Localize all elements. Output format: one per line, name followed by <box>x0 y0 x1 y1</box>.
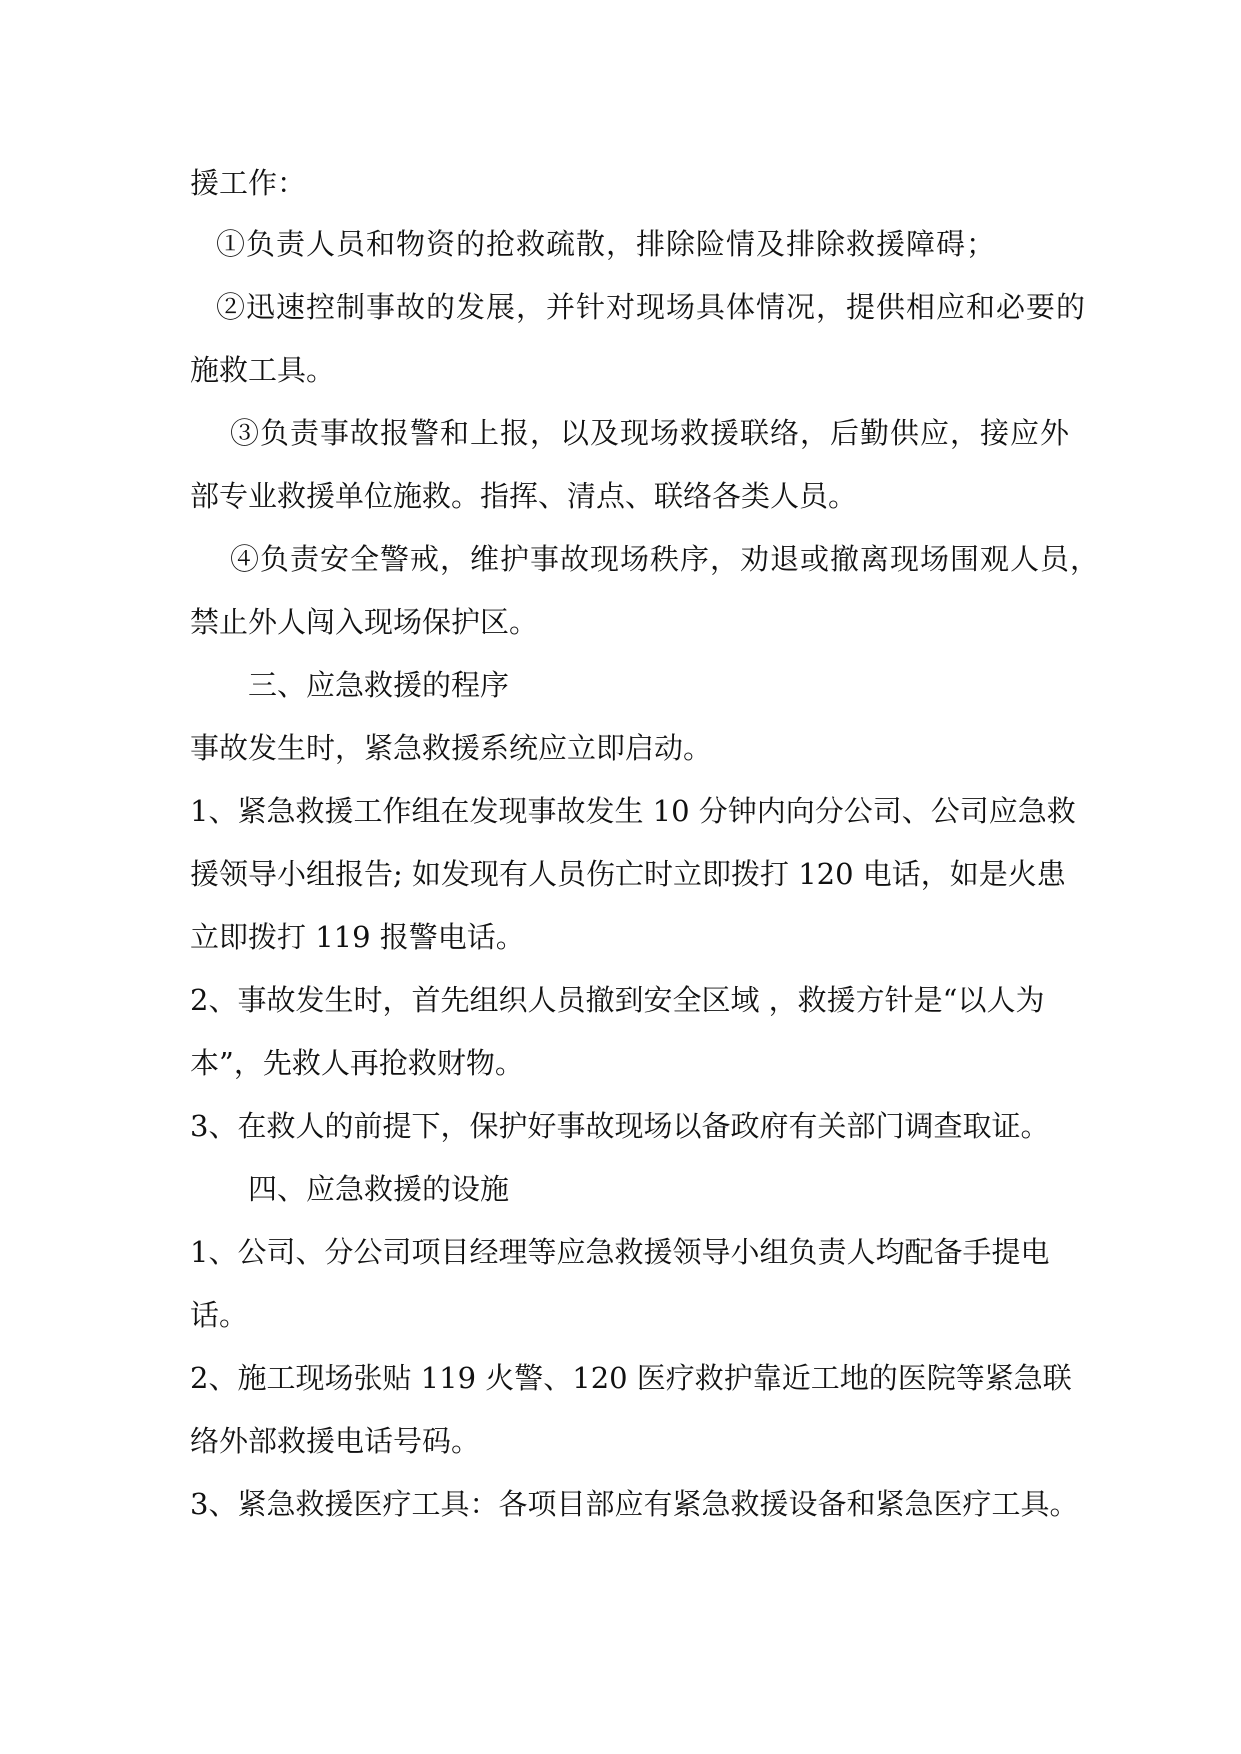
text-line: 援领导小组报告; 如发现有人员伤亡时立即拨打 120 电话，如是火患 <box>190 857 1066 891</box>
text-line: 2、事故发生时，首先组织人员撤到安全区域 ，救援方针是“以人为 <box>190 983 1045 1017</box>
text-line: 禁止外人闯入现场保护区。 <box>190 605 539 639</box>
text-line: ④负责安全警戒，维护事故现场秩序，劝退或撤离现场围观人员， <box>230 542 1101 576</box>
text-line: 3、在救人的前提下，保护好事故现场以备政府有关部门调查取证。 <box>190 1109 1050 1143</box>
text-line: 1、紧急救援工作组在发现事故发生 10 分钟内向分公司、公司应急救 <box>190 794 1076 828</box>
text-line: 部专业救援单位施救。指挥、清点、联络各类人员。 <box>190 479 858 513</box>
text-line: 3、紧急救援医疗工具：各项目部应有紧急救援设备和紧急医疗工具。 <box>190 1487 1079 1521</box>
text-line: ①负责人员和物资的抢救疏散，排除险情及排除救援障碍； <box>216 227 997 261</box>
section-heading: 四、应急救援的设施 <box>248 1172 510 1206</box>
text-line: 1、公司、分公司项目经理等应急救援领导小组负责人均配备手提电 <box>190 1235 1050 1269</box>
text-line: 立即拨打 119 报警电话。 <box>190 920 525 954</box>
text-line: ②迅速控制事故的发展，并针对现场具体情况，提供相应和必要的 <box>216 290 1087 324</box>
text-line: 本”，先救人再抢救财物。 <box>190 1046 524 1080</box>
text-line: 施救工具。 <box>190 353 336 387</box>
text-line: 2、施工现场张贴 119 火警、120 医疗救护靠近工地的医院等紧急联 <box>190 1361 1072 1395</box>
text-line: ③负责事故报警和上报，以及现场救援联络，后勤供应，接应外 <box>230 416 1071 450</box>
text-line: 话。 <box>190 1298 249 1332</box>
text-line: 援工作： <box>190 166 307 200</box>
text-line: 络外部救援电话号码。 <box>190 1424 481 1458</box>
text-line: 事故发生时，紧急救援系统应立即启动。 <box>190 731 713 765</box>
section-heading: 三、应急救援的程序 <box>248 668 510 702</box>
